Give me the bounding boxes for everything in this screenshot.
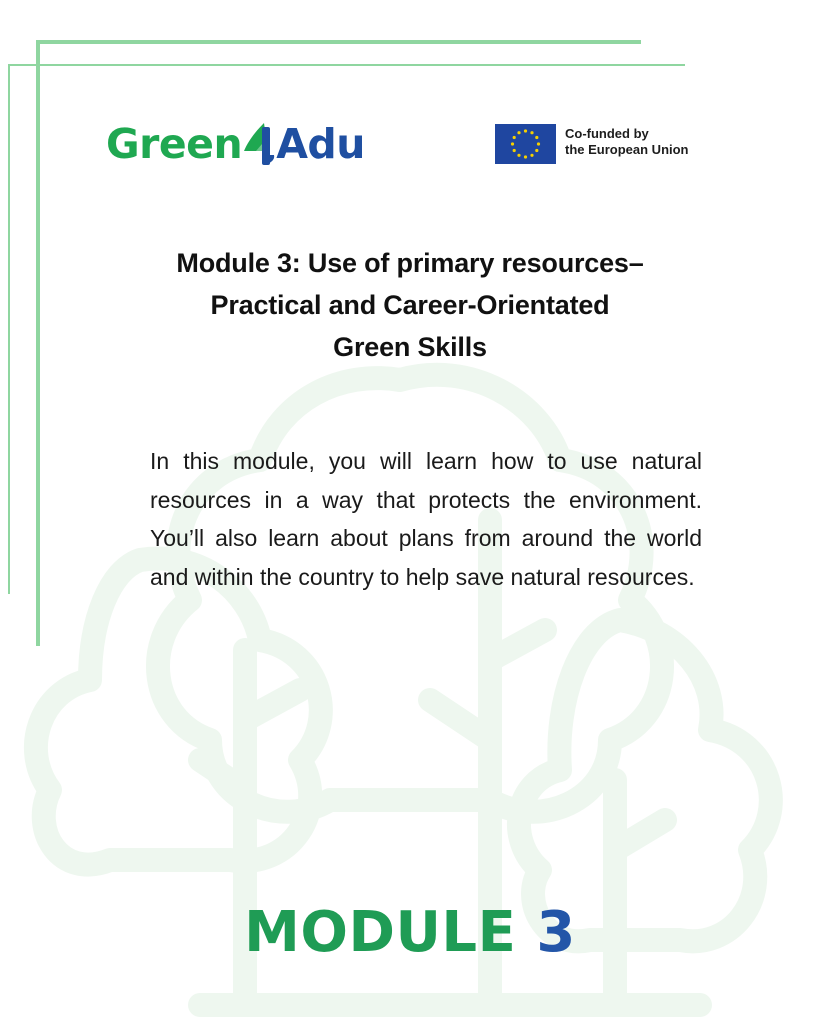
logo-text-blue: Adu	[276, 120, 365, 168]
eu-flag-icon	[495, 124, 556, 164]
module-title-line: Green Skills	[333, 332, 487, 362]
eu-text-line1: Co-funded by	[565, 126, 649, 141]
module-title	[100, 242, 720, 368]
module-label-number: 3	[536, 900, 576, 965]
green4adu-logo	[106, 118, 365, 170]
frame-line-top-inner	[8, 64, 685, 66]
module-title-line: Module 3: Use of primary resources–	[176, 248, 644, 278]
eu-cofunded-text	[565, 126, 689, 158]
eu-text-line2: the European Union	[565, 142, 689, 157]
leaf-four-icon	[242, 121, 276, 167]
module-title-line: Practical and Career-Orientated	[210, 290, 610, 320]
module-intro-paragraph: In this module, you will learn how to use natural resources in a way that protects the environment. You’ll also learn about plans from around the world and within the country to help save natural resources.	[150, 448, 702, 590]
module-label-word: MODULE	[244, 900, 517, 965]
frame-line-top-outer	[36, 40, 641, 44]
logo-text-green: Green	[106, 120, 243, 168]
module-number-label	[150, 898, 670, 968]
